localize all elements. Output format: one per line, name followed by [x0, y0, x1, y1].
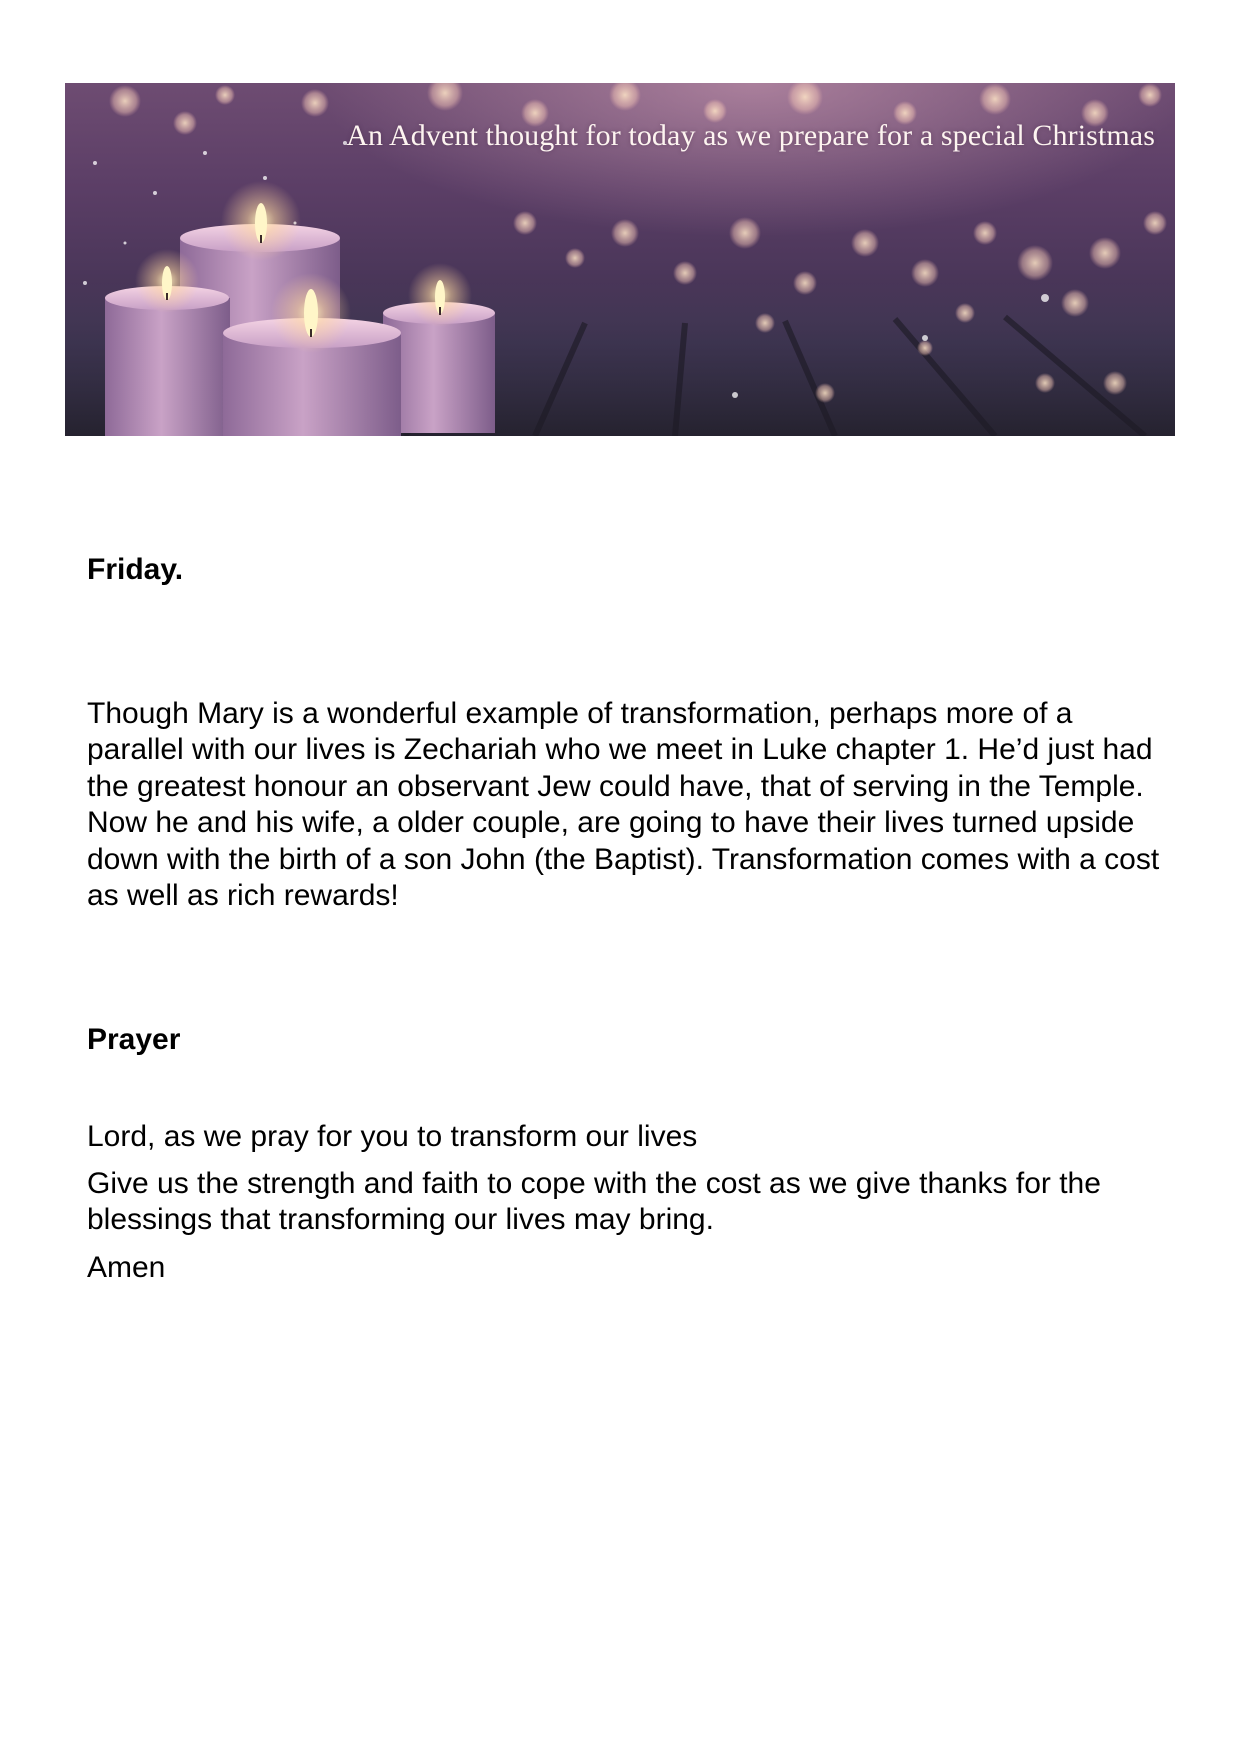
prayer-line-1-section [87, 1119, 1167, 1155]
reflection-paragraph: Though Mary is a wonderful example of transformation, perhaps more of a parallel with our lives is Zechariah who we meet in Luke chapter 1. He’d just had the greatest honour an observant Jew could have, that of serving in the Temple. Now he and his wife, a older couple, are going to have their lives turned upside down with the birth of a son John (the Baptist). Transformation comes with a cost as well as rich rewards! [87, 697, 1160, 913]
day-section [87, 552, 1167, 588]
prayer-heading: Prayer [87, 1023, 181, 1056]
prayer-heading-section [87, 1022, 1167, 1058]
prayer-amen: Amen [87, 1251, 166, 1284]
prayer-amen-section [87, 1250, 1167, 1286]
advent-candles-banner [65, 83, 1175, 436]
banner-caption: An Advent thought for today as we prepare for a special Christmas [346, 119, 1155, 152]
prayer-line-2-section [87, 1166, 1167, 1239]
prayer-line-2: Give us the strength and faith to cope with the cost as we give thanks for the blessings that transforming our lives may bring. [87, 1167, 1101, 1237]
prayer-line-1: Lord, as we pray for you to transform our lives [87, 1120, 698, 1153]
reflection-section [87, 696, 1167, 914]
day-heading: Friday. [87, 553, 184, 586]
